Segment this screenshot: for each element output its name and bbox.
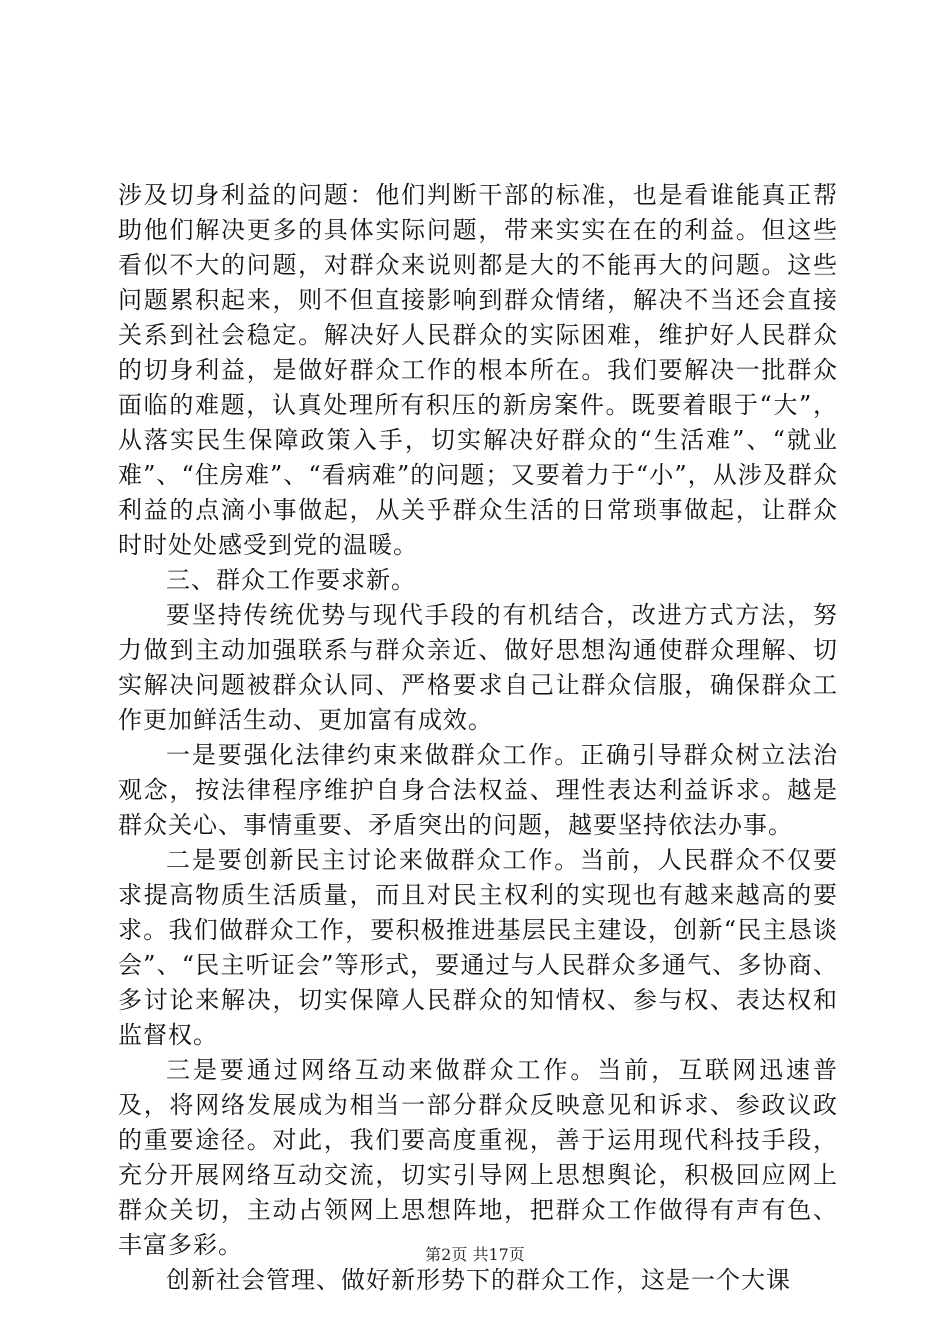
- paragraph: 二是要创新民主讨论来做群众工作。当前，人民群众不仅要求提高物质生活质量，而且对民主权利的实现也有越来越高的要求。我们做群众工作，要积极推进基层民主建设，创新“民主恳谈会”、“民主听证会”等形式，要通过与人民群众多通气、多协商、多讨论来解决，切实保障人民群众的知情权、参与权、表达权和监督权。: [118, 846, 838, 1049]
- document-body: [118, 178, 838, 1298]
- paragraph-continuation: 涉及切身利益的问题：他们判断干部的标准，也是看谁能真正帮助他们解决更多的具体实际问题，带来实实在在的利益。但这些看似不大的问题，对群众来说则都是大的不能再大的问题。这些问题累积起来，则不但直接影响到群众情绪，解决不当还会直接关系到社会稳定。解决好人民群众的实际困难，维护好人民群众的切身利益，是做好群众工作的根本所在。我们要解决一批群众面临的难题，认真处理所有积压的新房案件。既要着眼于“大”，从落实民生保障政策入手，切实解决好群众的“生活难”、“就业难”、“住房难”、“看病难”的问题；又要着力于“小”，从涉及群众利益的点滴小事做起，从关乎群众生活的日常琐事做起，让群众时时处处感受到党的温暖。: [118, 181, 838, 559]
- page-footer: 第2页 共17页: [425, 1245, 525, 1264]
- paragraph: 三是要通过网络互动来做群众工作。当前，互联网迅速普及，将网络发展成为相当一部分群众反映意见和诉求、参政议政的重要途径。对此，我们要高度重视，善于运用现代科技手段，充分开展网络互动交流，切实引导网上思想舆论，积极回应网上群众关切，主动占领网上思想阵地，把群众工作做得有声有色、丰富多彩。: [118, 1056, 838, 1259]
- paragraph: 创新社会管理、做好新形势下的群众工作，这是一个大课: [166, 1266, 791, 1294]
- paragraph: 要坚持传统优势与现代手段的有机结合，改进方式方法，努力做到主动加强联系与群众亲近、做好思想沟通使群众理解、切实解决问题被群众认同、严格要求自己让群众信服，确保群众工作更加鲜活生动、更加富有成效。: [118, 601, 838, 734]
- paragraph: 一是要强化法律约束来做群众工作。正确引导群众树立法治观念，按法律程序维护自身合法权益、理性表达利益诉求。越是群众关心、事情重要、矛盾突出的问题，越要坚持依法办事。: [118, 741, 838, 839]
- section-heading: 三、群众工作要求新。: [166, 566, 416, 594]
